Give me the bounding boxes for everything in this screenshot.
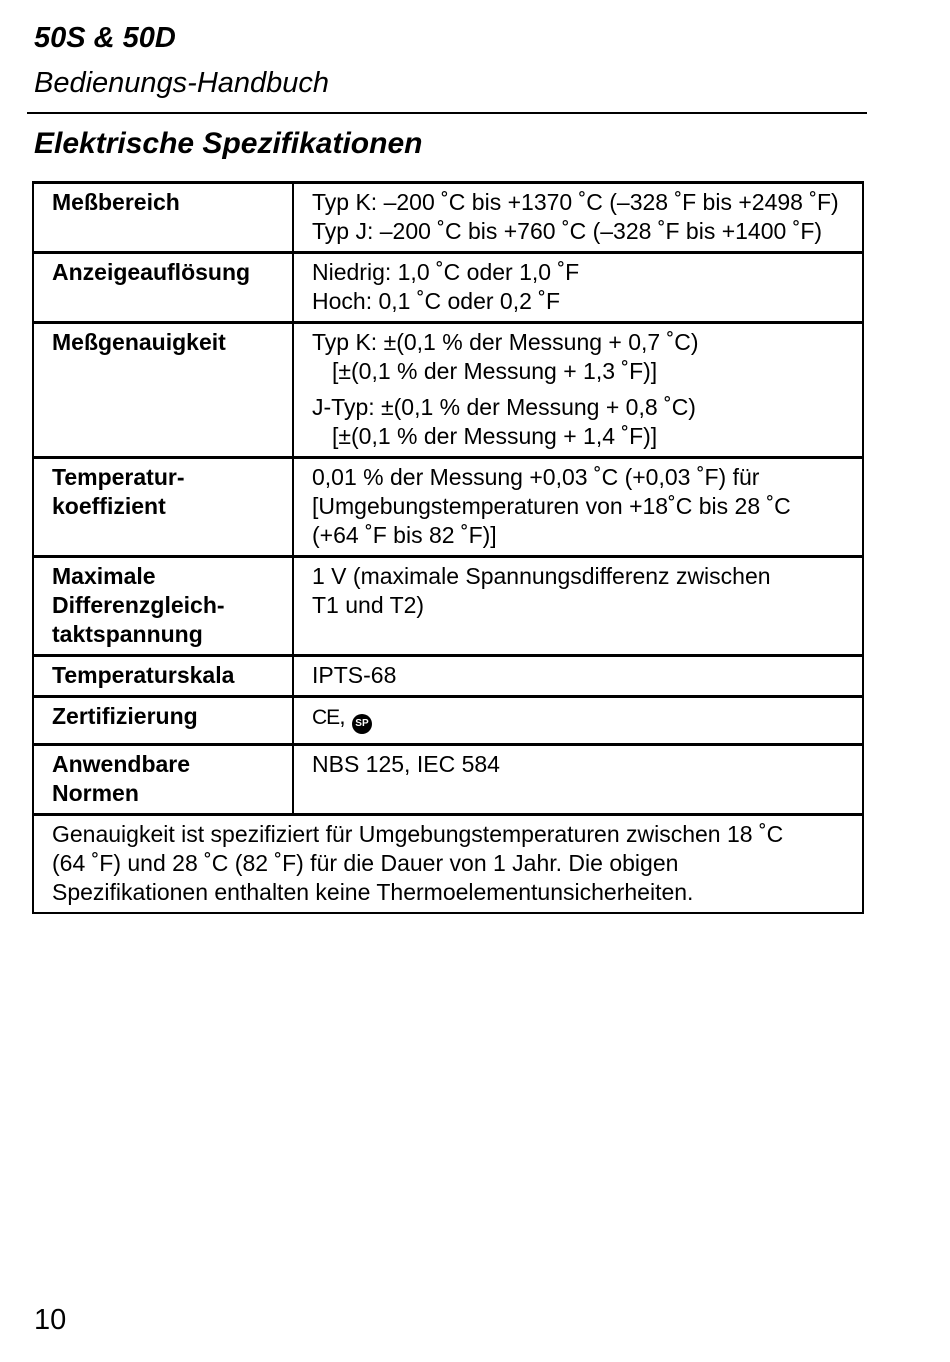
spec-label bbox=[33, 745, 293, 815]
spec-value-line: T1 und T2) bbox=[312, 592, 425, 618]
spec-value bbox=[293, 656, 863, 697]
spec-label-line: taktspannung bbox=[52, 621, 203, 647]
spec-label-line: Anwendbare bbox=[52, 751, 191, 777]
spec-label-line: Meßbereich bbox=[52, 189, 180, 215]
spec-label-line: Zertifizierung bbox=[52, 703, 198, 729]
spec-label bbox=[33, 557, 293, 656]
spec-row-temperaturkoeffizient bbox=[33, 458, 863, 557]
page-number: 10 bbox=[34, 1304, 67, 1336]
spec-label bbox=[33, 253, 293, 323]
spec-value-line: IPTS-68 bbox=[312, 662, 397, 688]
product-title: 50S & 50D bbox=[34, 22, 176, 54]
spec-value-line: J-Typ: ±(0,1 % der Messung + 0,8 ˚C) bbox=[312, 394, 696, 420]
spec-row-gleichtaktspannung bbox=[33, 557, 863, 656]
spec-value-line: Hoch: 0,1 ˚C oder 0,2 ˚F bbox=[312, 288, 560, 314]
cert-separator: , bbox=[339, 703, 346, 729]
spec-value bbox=[293, 745, 863, 815]
spec-value-line: [±(0,1 % der Messung + 1,4 ˚F)] bbox=[332, 423, 658, 449]
spec-label-line: Temperatur- bbox=[52, 464, 185, 490]
spec-row-messgenauigkeit bbox=[33, 323, 863, 458]
manual-subtitle: Bedienungs-Handbuch bbox=[34, 67, 330, 99]
header-divider bbox=[27, 112, 867, 114]
spec-value-line: Niedrig: 1,0 ˚C oder 1,0 ˚F bbox=[312, 259, 580, 285]
spec-label-line: Meßgenauigkeit bbox=[52, 329, 226, 355]
spec-label bbox=[33, 323, 293, 458]
spec-value bbox=[293, 557, 863, 656]
spec-footnote bbox=[33, 815, 863, 914]
spec-value bbox=[293, 458, 863, 557]
spec-label-line: Maximale bbox=[52, 563, 156, 589]
spec-value bbox=[293, 183, 863, 253]
spec-value bbox=[293, 323, 863, 458]
spec-label-line: Differenzgleich- bbox=[52, 592, 225, 618]
spec-value-line: Typ K: –200 ˚C bis +1370 ˚C (–328 ˚F bis +2498 ˚F) bbox=[312, 189, 839, 215]
ce-mark-icon: CE bbox=[312, 706, 340, 729]
certification-marks bbox=[312, 702, 372, 734]
spec-value-line: 0,01 % der Messung +0,03 ˚C (+0,03 ˚F) für bbox=[312, 464, 760, 490]
spec-value bbox=[293, 253, 863, 323]
spec-value-line: Typ K: ±(0,1 % der Messung + 0,7 ˚C) bbox=[312, 329, 699, 355]
spec-value-line: NBS 125, IEC 584 bbox=[312, 751, 500, 777]
spec-row-temperaturskala bbox=[33, 656, 863, 697]
spec-row-zertifizierung bbox=[33, 697, 863, 745]
spec-table bbox=[32, 181, 864, 914]
spec-label-line: koeffizient bbox=[52, 493, 166, 519]
spec-value-line: 1 V (maximale Spannungsdifferenz zwischen bbox=[312, 563, 771, 589]
spec-label bbox=[33, 458, 293, 557]
footnote-line: Genauigkeit ist spezifiziert für Umgebungstemperaturen zwischen 18 ˚C bbox=[52, 821, 784, 847]
spec-label bbox=[33, 656, 293, 697]
footnote-line: (64 ˚F) und 28 ˚C (82 ˚F) für die Dauer von 1 Jahr. Die obigen bbox=[52, 850, 679, 876]
spec-value bbox=[293, 697, 863, 745]
spec-row-messbereich bbox=[33, 183, 863, 253]
spec-value-line: [±(0,1 % der Messung + 1,3 ˚F)] bbox=[332, 358, 658, 384]
spec-label-line: Anzeigeauflösung bbox=[52, 259, 251, 285]
spec-label bbox=[33, 183, 293, 253]
section-title: Elektrische Spezifikationen bbox=[34, 127, 423, 160]
footnote-line: Spezifikationen enthalten keine Thermoelementunsicherheiten. bbox=[52, 879, 694, 905]
spec-value-line: (+64 ˚F bis 82 ˚F)] bbox=[312, 522, 497, 548]
spec-label-line: Normen bbox=[52, 780, 139, 806]
spec-value-line: Typ J: –200 ˚C bis +760 ˚C (–328 ˚F bis +1400 ˚F) bbox=[312, 218, 823, 244]
spec-row-footnote bbox=[33, 815, 863, 914]
spec-label-line: Temperaturskala bbox=[52, 662, 235, 688]
spec-row-anzeigeaufloesung bbox=[33, 253, 863, 323]
spec-row-normen bbox=[33, 745, 863, 815]
csa-mark-icon: SP bbox=[352, 714, 372, 734]
spec-value-line: [Umgebungstemperaturen von +18˚C bis 28 ˚C bbox=[312, 493, 791, 519]
spec-label bbox=[33, 697, 293, 745]
